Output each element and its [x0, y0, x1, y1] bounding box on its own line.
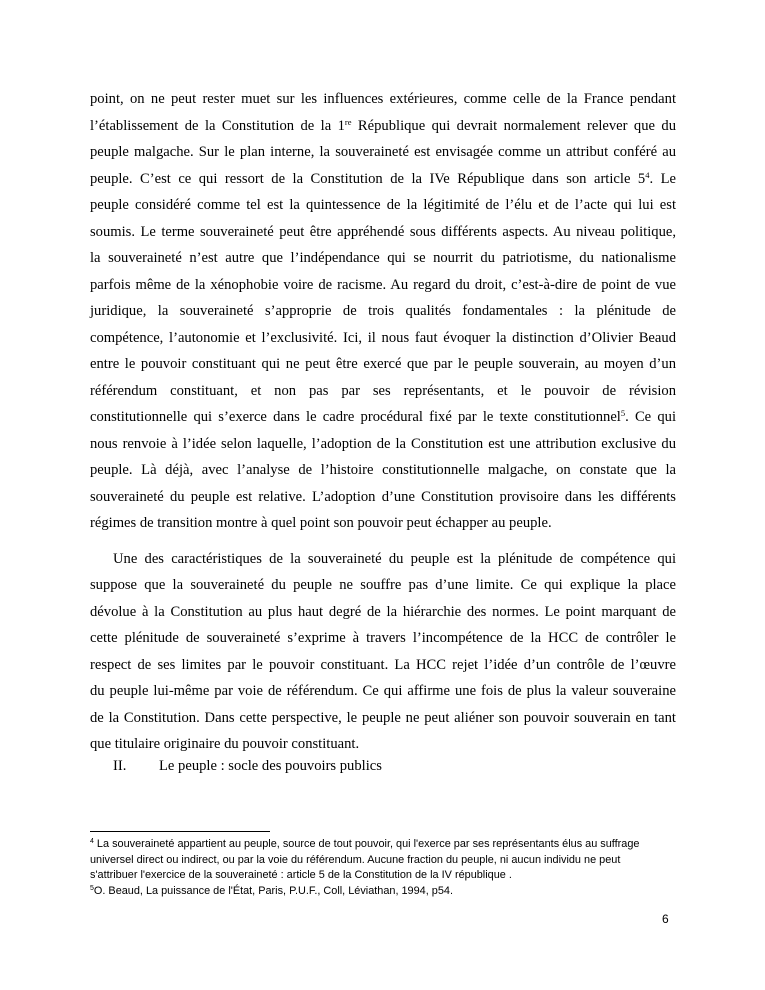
text-line: constitutionnelle qui s’exerce dans le cadre procédural fixé par le texte constitutionnel$^5$. Ce qui	[90, 408, 676, 425]
text-line: compétence, l’autonomie et l’exclusivité. Ici, il nous faut évoquer la distinction d’Olivier Beaud	[90, 329, 676, 346]
footnote-ref-5[interactable]: 5	[620, 408, 626, 418]
text-line: respect de ses limites par le pouvoir constituant. La HCC rejet l’idée d’un contrôle de l’œuvre	[90, 656, 676, 673]
footnote-marker: 5	[90, 884, 94, 892]
text-line: nous renvoie à l’idée selon laquelle, l’adoption de la Constitution est une attribution exclusive du	[90, 435, 676, 452]
text-line: peuple malgache. Sur le plan interne, la souveraineté est envisagée comme un attribut conféré au	[90, 144, 676, 160]
text-line: du peuple lui-même par voie de référendum. Ce qui affirme une fois de plus la valeur souveraine	[90, 683, 676, 699]
text-line: régimes de transition montre à quel point son pouvoir peut échapper au peuple.	[90, 515, 552, 531]
text-line: référendum constituant, et non pas par ses représentants, et le pouvoir de révision	[90, 382, 676, 399]
text-line: peuple. Là déjà, avec l’analyse de l’histoire constitutionnelle malgache, on constate que la	[90, 462, 676, 478]
text-line: peuple. C’est ce qui ressort de la Constitution de la IVe République dans son article $5^4$. Le	[90, 169, 676, 187]
footnote-4: $^4$ La souveraineté appartient au peuple, source de tout pouvoir, qui l'exerce par ses représentants élus au suffrage	[90, 838, 640, 850]
text-line: de la Constitution. Dans cette perspective, le peuple ne peut aliéner son pouvoir souverain en tant	[90, 709, 676, 726]
text-line: suppose que la souveraineté du peuple ne souffre pas d’une limite. Ce qui explique la place	[90, 577, 676, 593]
footnote-5: $^5$O. Beaud, La puissance de l'État, Paris, P.U.F., Coll, Léviathan, 1994, p54.	[90, 884, 453, 897]
text-line: juridique, la souveraineté s’approprie de trois qualités fondamentales : la plénitude de	[90, 303, 676, 319]
footnote-4-line: s'attribuer l'exercice de la souveraineté : article 5 de la Constitution de la IV république .	[90, 869, 512, 882]
footnote-marker: 4	[90, 838, 94, 845]
text-line: souveraineté du peuple est relative. L’adoption d’une Constitution provisoire dans les différents	[90, 488, 676, 505]
superscript-re: re	[344, 116, 352, 127]
footnotes	[90, 837, 676, 899]
paragraph-2	[90, 546, 676, 758]
footnote-divider	[90, 831, 270, 832]
document-body	[90, 86, 676, 758]
text-line: soumis. Le terme souveraineté peut être appréhendé sous différents aspects. Au niveau politique,	[90, 223, 676, 240]
section-title: Le peuple : socle des pouvoirs publics	[159, 758, 382, 774]
text-line: cette plénitude de souveraineté s’exprime à travers l’incompétence de la HCC de contrôler le	[90, 630, 676, 646]
footnote-ref-4[interactable]: 4	[645, 169, 650, 180]
text-line: l’établissement de la Constitution de la 1re République qui devrait normalement relever que du	[90, 116, 676, 134]
footnote-4-line: universel direct ou indirect, ou par la voie du référendum. Aucune fraction du peuple, ni aucun individu ne peut	[90, 853, 621, 866]
page-number: 6	[662, 912, 669, 926]
text-line: entre le pouvoir constituant qui ne peut être exercé que par le peuple souverain, au moyen d’un	[90, 356, 676, 372]
paragraph-1	[90, 86, 676, 537]
text-line: Une des caractéristiques de la souveraineté du peuple est la plénitude de compétence qui	[113, 550, 676, 567]
text-line: que titulaire originaire du pouvoir constituant.	[90, 736, 360, 752]
text-line: la souveraineté n’est autre que l’indépendance qui se nourrit du patriotisme, du nationalisme	[90, 250, 676, 266]
text-line: point, on ne peut rester muet sur les influences extérieures, comme celle de la France pendant	[90, 91, 676, 107]
text-line: peuple considéré comme tel est la quintessence de la légitimité de l’élu et de l’acte qui lui est	[90, 197, 676, 213]
text-line: dévolue à la Constitution au plus haut degré de la hiérarchie des normes. Le point marquant de	[90, 603, 676, 620]
section-heading	[113, 756, 382, 776]
section-number: II.	[113, 758, 127, 774]
text-line: parfois même de la xénophobie voire de racisme. Au regard du droit, c’est-à-dire de point de vue	[90, 276, 676, 293]
